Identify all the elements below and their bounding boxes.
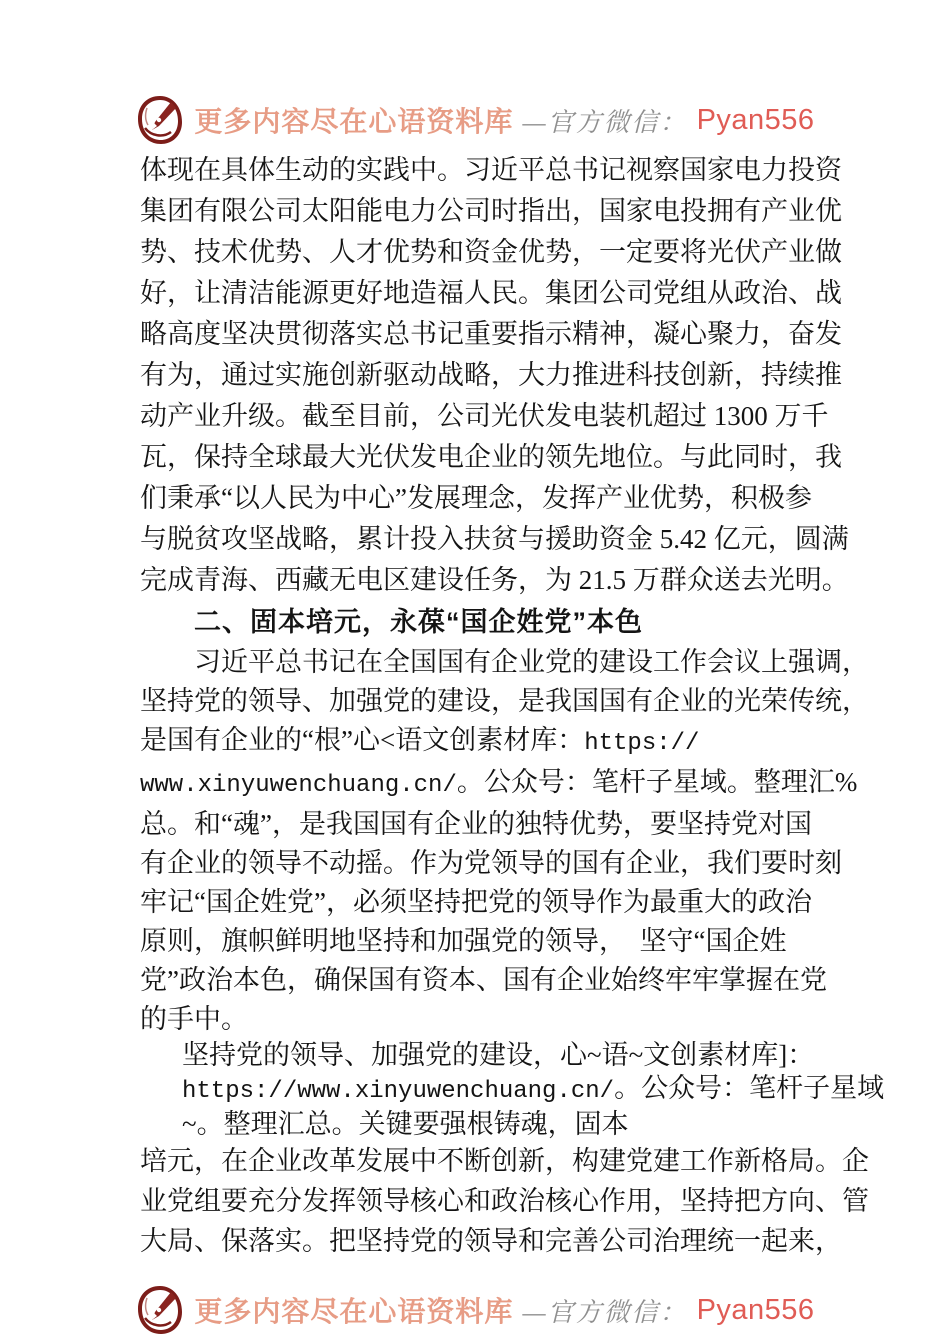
text-line bbox=[140, 1000, 810, 1039]
section-heading bbox=[140, 601, 810, 643]
body-text: 业党组要充分发挥领导核心和政治核心作用，坚持把方向、管 bbox=[140, 1186, 869, 1216]
paragraph bbox=[140, 643, 869, 1039]
watermark-url-text: www.xinyuwenchuang.cn/ bbox=[140, 772, 457, 799]
paragraph bbox=[140, 1141, 869, 1261]
body-text: 完成青海、西藏无电区建设任务，为 21.5 万群众送去光明。 bbox=[140, 565, 849, 595]
text-line bbox=[140, 763, 858, 805]
body-text: 瓦，保持全球最大光伏发电企业的领先地位。与此同时，我 bbox=[140, 442, 842, 472]
document-body bbox=[140, 150, 885, 1261]
text-line bbox=[140, 721, 810, 763]
text-line bbox=[140, 805, 810, 844]
body-text: 。公众号：笔杆子星域 bbox=[614, 1073, 885, 1103]
text-line bbox=[140, 844, 842, 883]
body-text: 好，让清洁能源更好地造福人民。集团公司党组从政治、战 bbox=[140, 278, 842, 308]
paragraph bbox=[140, 150, 849, 601]
body-text: 略高度坚决贯彻落实总书记重要指示精神，凝心聚力，奋发 bbox=[140, 319, 842, 349]
wechat-id: Pyan556 bbox=[696, 103, 815, 136]
text-line bbox=[140, 922, 810, 961]
body-text: 习近平总书记在全国国有企业党的建设工作会议上强调， bbox=[194, 647, 869, 677]
text-line bbox=[140, 1181, 869, 1221]
body-text: 的手中。 bbox=[140, 1004, 248, 1034]
text-line bbox=[140, 396, 829, 437]
body-text: 有企业的领导不动摇。作为党领导的国有企业，我们要时刻 bbox=[140, 848, 842, 878]
text-line bbox=[140, 478, 810, 519]
brand-text: 更多内容尽在心语资料库 bbox=[194, 107, 514, 138]
body-text: ~。整理汇总。关键要强根铸魂，固本 bbox=[182, 1109, 629, 1139]
text-line bbox=[140, 355, 842, 396]
watermark-url-text: https://www.xinyuwenchuang.cn/ bbox=[182, 1078, 615, 1105]
text-line bbox=[140, 643, 869, 682]
text-line bbox=[140, 273, 842, 314]
text-line bbox=[140, 961, 827, 1000]
header-banner bbox=[0, 92, 950, 148]
text-line bbox=[140, 519, 849, 560]
body-text: 与脱贫攻坚战略，累计投入扶贫与援助资金 5.42 亿元，圆满 bbox=[140, 524, 849, 554]
wechat-id: Pyan556 bbox=[696, 1293, 815, 1326]
text-line bbox=[140, 560, 849, 601]
text-line bbox=[140, 1072, 885, 1108]
body-text: 大局、保落实。把坚持党的领导和完善公司治理统一起来， bbox=[140, 1226, 842, 1256]
footer-banner bbox=[0, 1282, 950, 1338]
body-text: 坚持党的领导、加强党的建设，心~语~文创素材库]： bbox=[182, 1040, 815, 1070]
body-text: 体现在具体生动的实践中。习近平总书记视察国家电力投资 bbox=[140, 155, 842, 185]
text-line bbox=[140, 883, 810, 922]
text-line bbox=[140, 437, 842, 478]
body-text: 培元，在企业改革发展中不断创新，构建党建工作新格局。企 bbox=[140, 1146, 869, 1176]
pen-ink-logo-icon bbox=[135, 1284, 185, 1336]
watermark-url-text: https:// bbox=[584, 730, 700, 757]
text-line bbox=[140, 191, 842, 232]
body-text: 动产业升级。截至目前，公司光伏发电装机超过 1300 万千 bbox=[140, 401, 829, 431]
body-text: 势、技术优势、人才优势和资金优势，一定要将光伏产业做 bbox=[140, 237, 842, 267]
pen-ink-logo-icon bbox=[135, 94, 185, 146]
wechat-label: —官方微信： bbox=[522, 1297, 688, 1327]
body-text: 坚持党的领导、加强党的建设，是我国国有企业的光荣传统， bbox=[140, 686, 869, 716]
brand-text: 更多内容尽在心语资料库 bbox=[194, 1297, 514, 1328]
body-text: 集团有限公司太阳能电力公司时指出，国家电投拥有产业优 bbox=[140, 196, 842, 226]
body-text: 有为，通过实施创新驱动战略，大力推进科技创新，持续推 bbox=[140, 360, 842, 390]
paragraph bbox=[140, 1039, 885, 1141]
text-line bbox=[140, 150, 842, 191]
text-line bbox=[140, 314, 842, 355]
text-line bbox=[140, 232, 842, 273]
body-text: 二、固本培元，永葆“国企姓党”本色 bbox=[194, 607, 643, 637]
body-text: 牢记“国企姓党”，必须坚持把党的领导作为最重大的政治 bbox=[140, 887, 812, 917]
body-text: 总。和“魂”，是我国国有企业的独特优势，要坚持党对国 bbox=[140, 809, 812, 839]
text-line bbox=[140, 1141, 869, 1181]
text-line bbox=[140, 1221, 842, 1261]
text-line bbox=[140, 1039, 815, 1072]
body-text: 是国有企业的“根”心<语文创素材库： bbox=[140, 725, 585, 755]
body-text: 党”政治本色，确保国有资本、国有企业始终牢牢掌握在党 bbox=[140, 965, 827, 995]
body-text: 原则，旗帜鲜明地坚持和加强党的领导， 坚守“国企姓 bbox=[140, 926, 787, 956]
text-line bbox=[140, 601, 810, 643]
text-line bbox=[140, 1108, 810, 1141]
body-text: 们秉承“以人民为中心”发展理念，发挥产业优势，积极参 bbox=[140, 483, 812, 513]
text-line bbox=[140, 682, 869, 721]
body-text: 。公众号：笔杆子星域。整理汇% bbox=[456, 767, 858, 797]
wechat-label: —官方微信： bbox=[522, 107, 688, 137]
